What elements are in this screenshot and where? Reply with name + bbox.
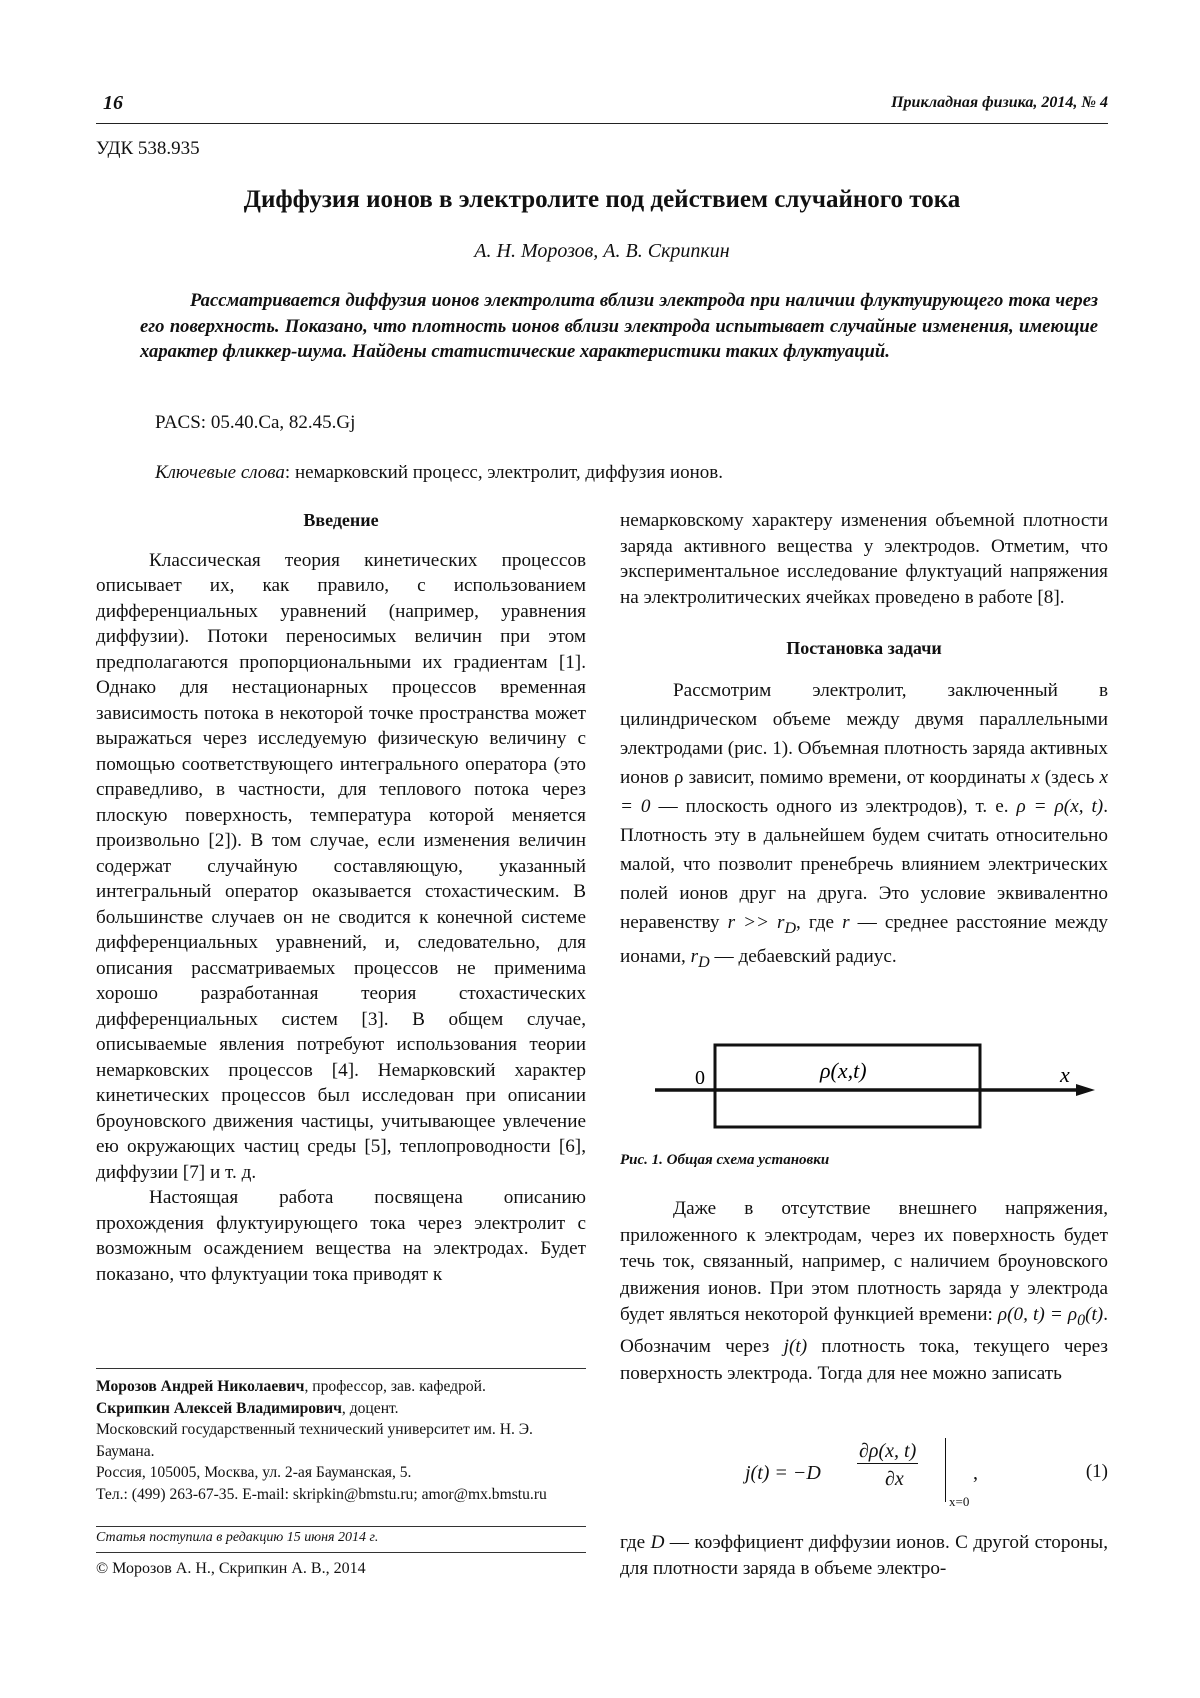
math-subscript: D: [698, 954, 710, 972]
author-footnote: [96, 1376, 586, 1505]
copyright: © Морозов А. Н., Скрипкин А. В., 2014: [96, 1560, 366, 1577]
figure-1: [650, 1040, 1100, 1140]
text-span: Даже в отсутствие внешнего напряжения, приложенного к электродам, через их поверхность будет течь ток, связанный, например, с наличием броуновского движения ионов. При этом плотность заряда у электрода будет являться некоторой функцией времени:: [620, 1198, 1108, 1325]
page-number: 16: [103, 92, 123, 114]
math-j: j(t): [783, 1336, 808, 1358]
x-axis-arrow: [1076, 1084, 1095, 1096]
problem-heading: Постановка задачи: [786, 638, 942, 658]
udk-code: УДК 538.935: [96, 138, 200, 159]
math-D: D: [650, 1532, 665, 1553]
keywords-text: : немарковский процесс, электролит, диффузия ионов.: [284, 462, 723, 483]
after-equation-paragraph: [620, 1530, 1108, 1581]
intro-paragraph-2: Настоящая работа посвящена описанию прохождения флуктуирующего тока через электролит с возможным осаждением вещества на электродах. Будет показано, что флуктуации тока приводят к: [96, 1187, 586, 1285]
problem-paragraph: [620, 676, 1108, 978]
text-span: — плоскость одного из электродов), т. е.: [650, 795, 1017, 817]
math-rho: ρ = ρ(x, t): [1016, 795, 1104, 817]
right-column-bottom: [620, 1196, 1108, 1387]
intro-heading: Введение: [303, 510, 379, 530]
left-column: [96, 508, 586, 1287]
keywords-label: Ключевые слова: [155, 462, 285, 483]
intro-paragraph-1: Классическая теория кинетических процессов описывает их, как правило, с использованием дифференциальных уравнений (например, уравнения диффузии). Потоки переносимых величин при этом предполагаются пропорциональными их градиентам [1]. Однако для нестационарных процессов временная зависимость потока в некоторой точке пространства может выражаться через исследуемую физическую величину с помощью соответствующего интегрального оператора (это справедливо, в частности, для теплового потока через плоскую поверхность, температура которой меняется произвольно [2]). В том случае, если изменения величин содержат случайную составляющую, указанный интегральный оператор оказывается стохастическим. В большинстве случаев он не сводится к конечной системе дифференциальных уравнений, и, следовательно, для описания рассматриваемых процессов не применима хорошо разработанная теория стохастических дифференциальных систем [3]. В общем случае, описываемые явления потребуют использования теории немарковских процессов [4]. Немарковский характер кинетических процессов был исследован при описании броуновского движения частицы, учитывающее увлечение ею окружающих частиц среды [5], теплопроводности [6], диффузии [7] и т. д.: [96, 549, 586, 1183]
math-x0: x = 0: [620, 766, 1108, 817]
eq-eval-point: x=0: [949, 1494, 970, 1509]
text-span: . Плотность эту в дальнейшем будем считать относительно малой, что позволит пренебречь влиянием электрических полей ионов друг на друга. Это условие эквивалентно неравенству: [620, 795, 1108, 933]
eq-eval-bar: [945, 1438, 946, 1502]
x-axis-label: x: [1060, 1062, 1070, 1087]
text-span: — дебаевский радиус.: [709, 946, 897, 968]
math-x: x: [1031, 766, 1040, 788]
text-span: где: [620, 1532, 651, 1553]
math-subscript: 0: [1077, 1311, 1086, 1329]
eq-denominator: ∂x: [885, 1468, 904, 1490]
origin-label: 0: [695, 1067, 705, 1089]
eq-lhs: j(t) = −D: [745, 1462, 821, 1484]
eq-comma: ,: [973, 1462, 978, 1484]
header-rule: [96, 123, 1108, 124]
text-span: плотность тока, текущего через поверхность электрода. Тогда для нее можно записать: [620, 1336, 1108, 1384]
math-rho0: ρ(0, t) = ρ: [997, 1304, 1078, 1325]
equation-number: (1): [1085, 1461, 1108, 1482]
math-rd: r: [690, 946, 699, 968]
text-span: — среднее расстояние между ионами,: [620, 911, 1108, 968]
journal-title: Прикладная физика, 2014, № 4: [891, 94, 1108, 111]
affiliation: Московский государственный технический университет им. Н. Э. Баумана.: [96, 1421, 533, 1460]
author2-info: , доцент.: [341, 1399, 399, 1417]
pacs-codes: PACS: 05.40.Ca, 82.45.Gj: [155, 412, 356, 433]
eq-numerator: ∂ρ(x, t): [859, 1440, 917, 1462]
contacts: Тел.: (499) 263-67-35. E-mail: skripkin@bmstu.ru; amor@mx.bmstu.ru: [96, 1485, 547, 1503]
author2-name: Скрипкин Алексей Владимирович: [96, 1399, 342, 1417]
continuation-paragraph: [620, 1196, 1108, 1387]
math-r: r: [842, 911, 850, 933]
text-span: , где: [796, 911, 843, 933]
author1-info: , профессор, зав. кафедрой.: [304, 1378, 486, 1395]
text-span: . Обозначим через: [620, 1304, 1108, 1358]
paper-title: Диффузия ионов в электролите под действием случайного тока: [243, 186, 961, 213]
math-inequality: r >> r: [727, 911, 785, 933]
authors: А. Н. Морозов, А. В. Скрипкин: [474, 240, 730, 262]
math-subscript: D: [784, 919, 797, 937]
figure-caption: Рис. 1. Общая схема установки: [620, 1152, 830, 1168]
right-column-top: [620, 508, 1108, 977]
copyright-rule: [96, 1552, 586, 1553]
author1-name: Морозов Андрей Николаевич: [96, 1378, 305, 1395]
abstract: Рассматривается диффузия ионов электролита вблизи электрода при наличии флуктуирующего тока через его поверхность. Показано, что плотность ионов вблизи электрода испытывает случайные изменения, имеющие характер фликкер-шума. Найдены статистические характеристики таких флуктуаций.: [140, 290, 1098, 362]
right-column-end: [620, 1530, 1108, 1581]
intro-paragraph-3: немарковскому характеру изменения объемной плотности заряда активного вещества у электродов. Отметим, что экспериментальное исследование флуктуаций напряжения на электролитических ячейках проведено в работе [8].: [620, 510, 1108, 608]
math-t: (t): [1085, 1304, 1104, 1325]
received-date: Статья поступила в редакцию 15 июня 2014 г.: [96, 1530, 379, 1545]
received-rule: [96, 1526, 586, 1527]
text-span: — коэффициент диффузии ионов. С другой стороны, для плотности заряда в объеме электро-: [620, 1532, 1108, 1579]
address: Россия, 105005, Москва, ул. 2-ая Бауманская, 5.: [96, 1464, 412, 1481]
footnote-rule: [96, 1368, 586, 1369]
text-span: (здесь: [1039, 766, 1100, 788]
rho-label: ρ(x,t): [820, 1058, 867, 1083]
text-span: Рассмотрим электролит, заключенный в цилиндрическом объеме между двумя параллельными электродами (рис. 1). Объемная плотность заряда активных ионов ρ зависит, помимо времени, от координаты: [620, 679, 1108, 788]
keywords: [155, 462, 723, 484]
